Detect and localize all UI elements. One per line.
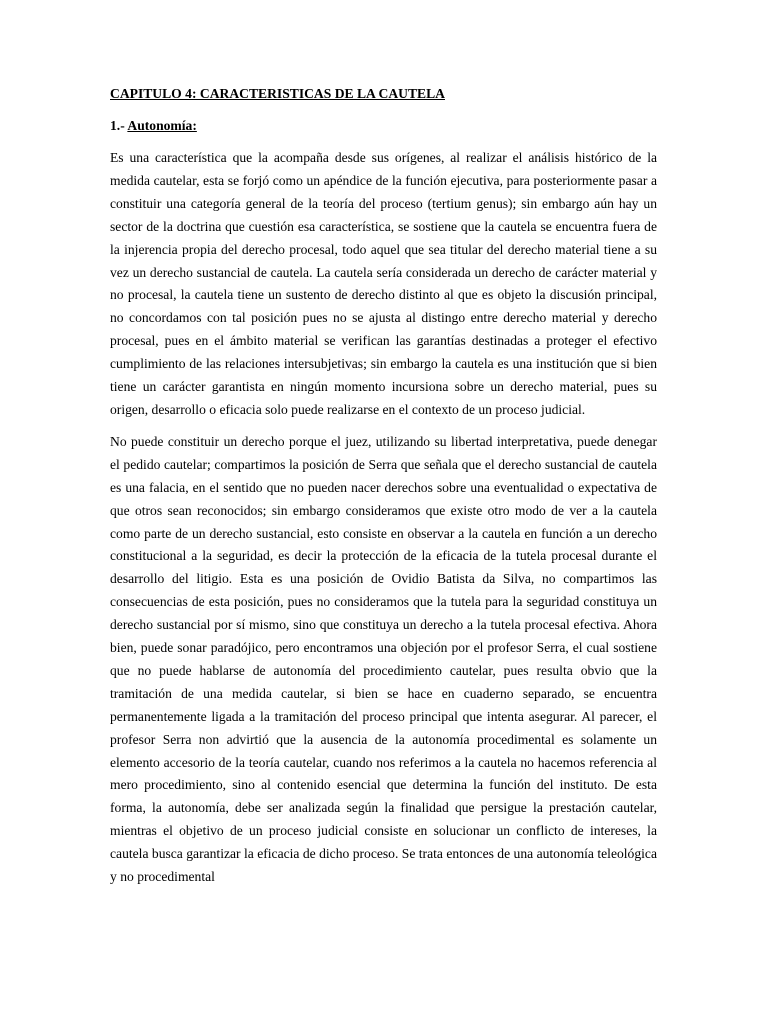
section-heading bbox=[110, 116, 657, 135]
document-body bbox=[110, 84, 657, 898]
chapter-title: CAPITULO 4: CARACTERISTICAS DE LA CAUTELA bbox=[110, 86, 445, 101]
paragraph-2: No puede constituir un derecho porque el juez, utilizando su libertad interpretativa, puede denegar el pedido cautelar; compartimos la posición de Serra que señala que el derecho sustancial de cautela es una falacia, en el sentido que no pueden nacer derechos sobre una eventualidad o expectativa de que otros sean reconocidos; sin embargo consideramos que existe otro modo de ver a la cautela como parte de un derecho sustancial, esto consiste en observar a la cautela en función a un derecho constitucional a la seguridad, es decir la protección de la eficacia de la tutela procesal durante el desarrollo del litigio. Esta es una posición de Ovidio Batista da Silva, no compartimos las consecuencias de esta posición, pues no consideramos que la tutela para la seguridad constituya un derecho sustancial por sí mismo, sino que constituya un derecho a la tutela procesal efectiva. Ahora bien, puede sonar paradójico, pero encontramos una objeción por el profesor Serra, el cual sostiene que no puede hablarse de autonomía del procedimiento cautelar, pues resulta obvio que la tramitación de una medida cautelar, si bien se hace en cuaderno separado, se encuentra permanentemente ligada a la tramitación del proceso principal que intenta asegurar. Al parecer, el profesor Serra non advirtió que la ausencia de la autonomía procedimental es solamente un elemento accesorio de la teoría cautelar, cuando nos referimos a la cautela no hacemos referencia al mero procedimiento, sino al contenido esencial que determina la función del instituto. De esta forma, la autonomía, debe ser analizada según la finalidad que persigue la prestación cautelar, mientras el objetivo de un proceso judicial consiste en solucionar un conflicto de intereses, la cautela busca garantizar la eficacia de dicho proceso. Se trata entonces de una autonomía teleológica y no procedimental bbox=[110, 433, 657, 885]
paragraph-1: Es una característica que la acompaña desde sus orígenes, al realizar el análisis histórico de la medida cautelar, esta se forjó como un apéndice de la función ejecutiva, para posteriormente pasar a constituir una categoría general de la teoría del proceso (tertium genus); sin embargo aún hay un sector de la doctrina que cuestión esa característica, se sostiene que la cautela se encuentra fuera de la injerencia propia del derecho procesal, todo aquel que sea titular del derecho material tiene a su vez un derecho sustancial de cautela. La cautela sería considerada un derecho de carácter material y no procesal, la cautela tiene un sustento de derecho distinto al que es objeto la discusión principal, no concordamos con tal posición pues no se ajusta al distingo entre derecho material y derecho procesal, pues en el ámbito material se verifican las garantías destinadas a proteger el efectivo cumplimiento de las relaciones intersubjetivas; sin embargo la cautela es una institución que si bien tiene un carácter garantista en ningún momento incursiona sobre un derecho material, pues su origen, desarrollo o eficacia solo puede realizarse en el contexto de un proceso judicial. bbox=[110, 150, 657, 417]
section-label: Autonomía: bbox=[127, 118, 197, 133]
section-number: 1.- bbox=[110, 118, 128, 133]
